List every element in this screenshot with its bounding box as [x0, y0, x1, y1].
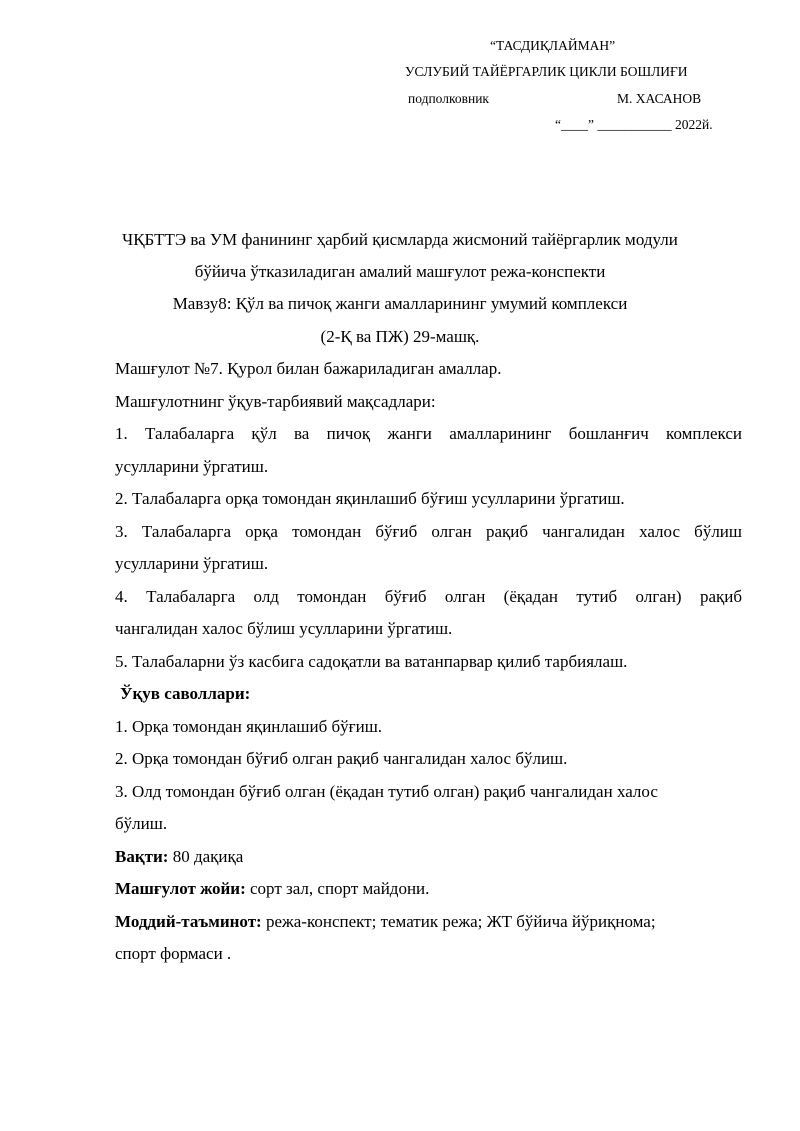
goal-item-1-line-2: усулларини ўргатиш.: [115, 456, 269, 476]
goal-item-3-line-2: усулларини ўргатиш.: [115, 554, 269, 573]
question-item-2: 2. Орқа томондан бўғиб олган рақиб чангалидан халос бўлиш.: [115, 749, 568, 768]
document-title-line-4: (2-Қ ва ПЖ) 29-машқ.: [320, 327, 480, 346]
goal-item-3: [115, 516, 742, 581]
goals-heading: Машғулотнинг ўқув-тарбиявий мақсадлари:: [115, 391, 436, 411]
approval-date: “____” ___________ 2022й.: [555, 117, 713, 132]
materials-row: [115, 906, 742, 971]
goal-item-4-line-1: 4. Талабаларга олд томондан бўғиб олган (ёқадан тутиб олган) рақиб: [115, 586, 742, 606]
goal-item-1: [115, 418, 742, 483]
time-value: 80 дақиқа: [168, 846, 244, 866]
approval-rank: подполковник: [408, 91, 489, 106]
place-label: Машғулот жойи:: [115, 879, 246, 898]
goal-item-3-line-1: 3. Талабаларга орқа томондан бўғиб олган рақиб чангалидан халос бўлиш: [115, 521, 742, 541]
lesson-number: Машғулот №7. Қурол билан бажариладиган амаллар.: [115, 359, 502, 378]
question-item-3-line-2: бўлиш.: [115, 814, 168, 833]
question-item-3: [115, 776, 742, 841]
materials-value-line-1: режа-конспект; тематик режа; ЖТ бўйича йўриқнома;: [261, 911, 656, 931]
question-item-3-line-1: 3. Олд томондан бўғиб олган (ёқадан тутиб олган) рақиб чангалидан халос: [115, 781, 658, 801]
goal-item-2: 2. Талабаларга орқа томондан яқинлашиб бўғиш усулларини ўргатиш.: [115, 489, 625, 508]
goal-item-1-line-1: 1. Талабаларга қўл ва пичоқ жанги амалларининг бошланғич комплекси: [115, 424, 742, 443]
time-label: Вақти:: [115, 846, 169, 866]
goal-item-4-line-2: чангалидан халос бўлиш усулларини ўргатиш.: [115, 619, 453, 638]
approval-stamp: “ТАСДИҚЛАЙМАН”: [490, 38, 616, 53]
questions-heading: Ўқув саволлари:: [120, 684, 251, 703]
approval-name: М. ХАСАНОВ: [617, 91, 702, 106]
place-value: сорт зал, спорт майдони.: [245, 879, 430, 898]
time-row: [115, 841, 742, 874]
document-title-line-2: бўйича ўтказиладиган амалий машғулот режа-конспекти: [194, 262, 606, 281]
lesson-body: [115, 353, 742, 971]
approval-position: УСЛУБИЙ ТАЙЁРГАРЛИК ЦИКЛИ БОШЛИҒИ: [405, 64, 688, 79]
materials-value-line-2: спорт формаси .: [115, 944, 232, 963]
question-item-1: 1. Орқа томондан яқинлашиб бўғиш.: [115, 716, 383, 736]
document-title-line-1: ЧҚБТТЭ ва УМ фанининг ҳарбий қисмларда жисмоний тайёргарлик модули: [122, 230, 678, 249]
materials-label: Моддий-таъминот:: [115, 911, 262, 931]
place-row: [115, 873, 742, 906]
document-title-line-3: Мавзу8: Қўл ва пичоқ жанги амалларининг умумий комплекси: [172, 294, 628, 313]
goal-item-4: [115, 581, 742, 646]
goal-item-5: 5. Талабаларни ўз касбига садоқатли ва ватанпарвар қилиб тарбиялаш.: [115, 651, 628, 671]
